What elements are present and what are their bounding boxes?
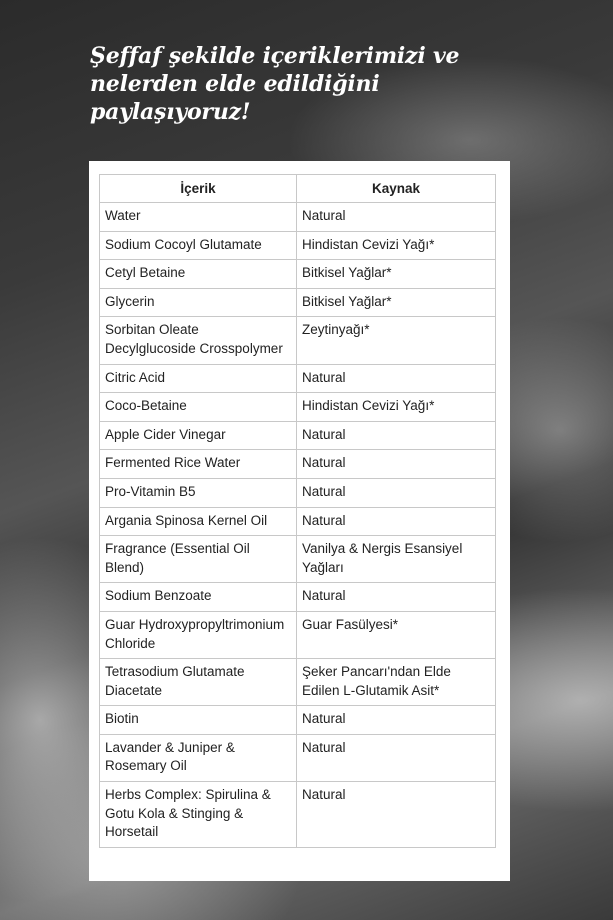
source-cell: Hindistan Cevizi Yağı* bbox=[297, 231, 496, 260]
table-row bbox=[100, 611, 496, 658]
table-row bbox=[100, 706, 496, 735]
ingredient-cell: Pro-Vitamin B5 bbox=[100, 478, 297, 507]
table-row bbox=[100, 536, 496, 583]
header-source: Kaynak bbox=[297, 175, 496, 203]
ingredient-cell: Argania Spinosa Kernel Oil bbox=[100, 507, 297, 536]
source-cell: Natural bbox=[297, 734, 496, 781]
ingredient-cell: Fragrance (Essential Oil Blend) bbox=[100, 536, 297, 583]
ingredient-cell: Tetrasodium Glutamate Diacetate bbox=[100, 659, 297, 706]
source-cell: Natural bbox=[297, 203, 496, 232]
source-cell: Bitkisel Yağlar* bbox=[297, 288, 496, 317]
table-row bbox=[100, 260, 496, 289]
ingredient-cell: Water bbox=[100, 203, 297, 232]
table-row bbox=[100, 364, 496, 393]
source-cell: Bitkisel Yağlar* bbox=[297, 260, 496, 289]
table-row bbox=[100, 583, 496, 612]
ingredient-cell: Sorbitan Oleate Decylglucoside Crosspolymer bbox=[100, 317, 297, 364]
table-row bbox=[100, 203, 496, 232]
table-row bbox=[100, 288, 496, 317]
ingredient-cell: Citric Acid bbox=[100, 364, 297, 393]
table-row bbox=[100, 507, 496, 536]
source-cell: Zeytinyağı* bbox=[297, 317, 496, 364]
ingredient-cell: Sodium Cocoyl Glutamate bbox=[100, 231, 297, 260]
source-cell: Natural bbox=[297, 507, 496, 536]
source-cell: Hindistan Cevizi Yağı* bbox=[297, 393, 496, 422]
ingredient-cell: Biotin bbox=[100, 706, 297, 735]
source-cell: Vanilya & Nergis Esansiyel Yağları bbox=[297, 536, 496, 583]
source-cell: Natural bbox=[297, 782, 496, 848]
source-cell: Natural bbox=[297, 421, 496, 450]
ingredient-cell: Fermented Rice Water bbox=[100, 450, 297, 479]
table-row bbox=[100, 421, 496, 450]
table-row bbox=[100, 450, 496, 479]
ingredients-card bbox=[89, 161, 510, 881]
header-ingredient: İçerik bbox=[100, 175, 297, 203]
ingredient-cell: Cetyl Betaine bbox=[100, 260, 297, 289]
ingredient-cell: Apple Cider Vinegar bbox=[100, 421, 297, 450]
source-cell: Natural bbox=[297, 706, 496, 735]
ingredient-cell: Herbs Complex: Spirulina & Gotu Kola & Stinging & Horsetail bbox=[100, 782, 297, 848]
table-row bbox=[100, 393, 496, 422]
table-row bbox=[100, 782, 496, 848]
source-cell: Guar Fasülyesi* bbox=[297, 611, 496, 658]
ingredient-cell: Guar Hydroxypropyltrimonium Chloride bbox=[100, 611, 297, 658]
ingredient-cell: Glycerin bbox=[100, 288, 297, 317]
table-row bbox=[100, 478, 496, 507]
table-row bbox=[100, 659, 496, 706]
ingredient-cell: Coco-Betaine bbox=[100, 393, 297, 422]
ingredients-table bbox=[99, 174, 496, 848]
source-cell: Natural bbox=[297, 583, 496, 612]
source-cell: Natural bbox=[297, 450, 496, 479]
source-cell: Natural bbox=[297, 364, 496, 393]
table-row bbox=[100, 231, 496, 260]
headline: Şeffaf şekilde içeriklerimizi ve nelerden elde edildiğini paylaşıyoruz! bbox=[90, 43, 460, 125]
table-header-row bbox=[100, 175, 496, 203]
ingredient-cell: Sodium Benzoate bbox=[100, 583, 297, 612]
source-cell: Natural bbox=[297, 478, 496, 507]
table-row bbox=[100, 317, 496, 364]
table-row bbox=[100, 734, 496, 781]
source-cell: Şeker Pancarı'ndan Elde Edilen L-Glutamik Asit* bbox=[297, 659, 496, 706]
ingredient-cell: Lavander & Juniper & Rosemary Oil bbox=[100, 734, 297, 781]
